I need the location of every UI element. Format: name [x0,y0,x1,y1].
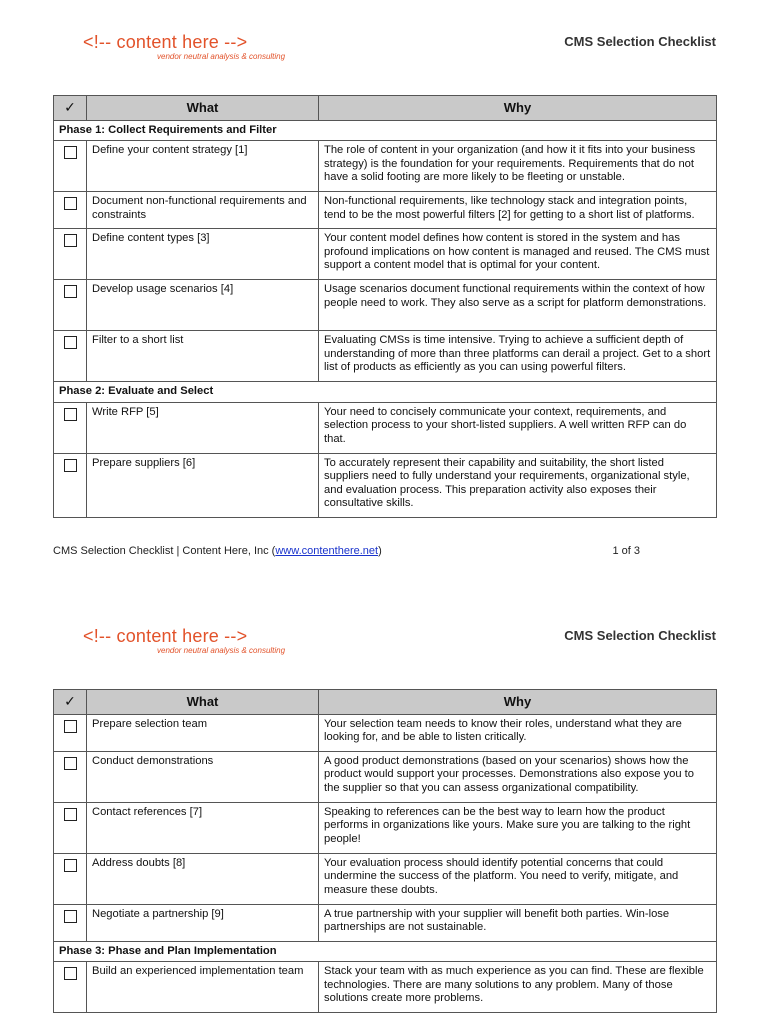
checkbox[interactable] [64,808,77,821]
why-cell: Your evaluation process should identify potential concerns that could undermine the success of the platform. You need to verify, mitigate, and measure these doubts. [319,854,717,905]
what-header: What [87,96,319,121]
checkmark-header: ✓ [54,690,87,715]
why-cell: Speaking to references can be the best way to learn how the product performs in organizations like yours. Make sure you are talking to the right people! [319,803,717,854]
table-row [54,962,717,1013]
phase-row [54,942,717,962]
document-title: CMS Selection Checklist [564,34,716,49]
why-cell: Stack your team with as much experience as you can find. These are flexible technologies. There are many solutions to any problem. Many of those solutions create more problems. [319,962,717,1013]
checkbox[interactable] [64,459,77,472]
why-cell: A good product demonstrations (based on your scenarios) shows how the product would support your processes. Demonstrations also expose you to the supplier so that you can assess organizational compatibility. [319,752,717,803]
checkbox[interactable] [64,285,77,298]
website-link[interactable]: www.contenthere.net [275,545,379,557]
footer-text-end: ) [378,545,382,557]
what-cell: Define your content strategy [1] [87,141,319,192]
what-cell: Filter to a short list [87,331,319,382]
what-cell: Document non-functional requirements and constraints [87,192,319,229]
why-cell: To accurately represent their capability and suitability, the short listed suppliers need to fully understand your requirements, organizational style, and evaluation process. This preparation activity also exposes their consultative skills. [319,453,717,517]
table-row [54,192,717,229]
what-cell: Write RFP [5] [87,402,319,453]
phase-1-title: Phase 1: Collect Requirements and Filter [54,121,717,141]
footer-text: CMS Selection Checklist | Content Here, Inc ( [53,545,276,557]
why-cell: Your need to concisely communicate your context, requirements, and selection process to your short-listed suppliers. A well written RFP can do that. [319,402,717,453]
table-row [54,141,717,192]
what-cell: Address doubts [8] [87,854,319,905]
checkbox[interactable] [64,967,77,980]
checklist-table [53,689,717,1013]
what-cell: Conduct demonstrations [87,752,319,803]
table-row [54,854,717,905]
checkbox[interactable] [64,859,77,872]
table-row [54,331,717,382]
table-row [54,280,717,331]
page-number: 1 of 3 [612,545,640,557]
checkbox[interactable] [64,146,77,159]
why-cell: Usage scenarios document functional requirements within the context of how people need to work. They also serve as a script for platform demonstrations. [319,280,717,331]
why-header: Why [319,690,717,715]
table-row [54,905,717,942]
logo-text: <!-- content here --> [83,626,248,646]
why-cell: The role of content in your organization (and how it it fits into your business strategy) is the foundation for your requirements. Requirements that do not have a solid footing are more likely to be fleeting or unstable. [319,141,717,192]
what-cell: Prepare suppliers [6] [87,453,319,517]
table-row [54,715,717,752]
checkbox[interactable] [64,408,77,421]
page-footer [53,545,640,557]
document-title: CMS Selection Checklist [564,628,716,643]
what-cell: Define content types [3] [87,229,319,280]
what-cell: Negotiate a partnership [9] [87,905,319,942]
table-row [54,229,717,280]
table-row [54,752,717,803]
checkbox[interactable] [64,234,77,247]
content-here-logo [83,32,313,62]
table-header-row [54,96,717,121]
logo-text: <!-- content here --> [83,32,248,52]
phase-row [54,382,717,402]
table-row [54,453,717,517]
checkbox[interactable] [64,757,77,770]
what-cell: Prepare selection team [87,715,319,752]
checkbox[interactable] [64,910,77,923]
what-cell: Develop usage scenarios [4] [87,280,319,331]
phase-row [54,121,717,141]
table-header-row [54,690,717,715]
why-cell: Your content model defines how content is stored in the system and has profound implications on how content is managed and reused. The CMS must support a content model that is optimal for your content. [319,229,717,280]
checkbox[interactable] [64,720,77,733]
phase-3-title: Phase 3: Phase and Plan Implementation [54,942,717,962]
what-cell: Build an experienced implementation team [87,962,319,1013]
why-header: Why [319,96,717,121]
checkbox[interactable] [64,197,77,210]
table-row [54,803,717,854]
table-row [54,402,717,453]
what-header: What [87,690,319,715]
why-cell: A true partnership with your supplier will benefit both parties. Win-lose partnerships are not sustainable. [319,905,717,942]
checkmark-header: ✓ [54,96,87,121]
logo-tagline: vendor neutral analysis & consulting [157,646,286,655]
why-cell: Evaluating CMSs is time intensive. Trying to achieve a sufficient depth of understanding of more than three platforms can derail a project. Get to a short list of products as efficiently as you can using powerful filters. [319,331,717,382]
phase-2-title: Phase 2: Evaluate and Select [54,382,717,402]
checklist-table [53,95,717,518]
why-cell: Non-functional requirements, like technology stack and integration points, tend to be the most powerful filters [2] for getting to a short list of platforms. [319,192,717,229]
logo-tagline: vendor neutral analysis & consulting [157,52,286,61]
checkbox[interactable] [64,336,77,349]
why-cell: Your selection team needs to know their roles, understand what they are looking for, and be able to listen critically. [319,715,717,752]
what-cell: Contact references [7] [87,803,319,854]
document-page-2 [0,594,768,1024]
content-here-logo [83,626,313,656]
